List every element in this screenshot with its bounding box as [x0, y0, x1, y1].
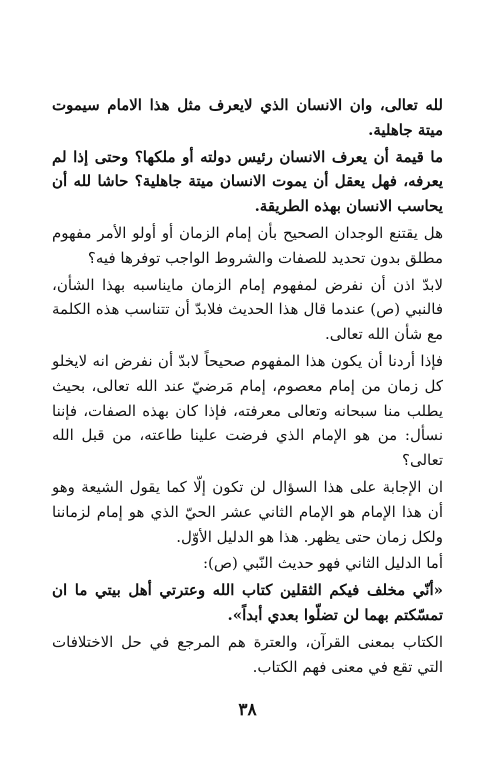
paragraph: لله تعالى، وان الانسان الذي لايعرف مثل هذا الامام سيموت ميتة جاهلية. — [52, 96, 443, 139]
body-text — [52, 93, 443, 681]
paragraph: لابدّ اذن أن نفرض لمفهوم إمام الزمان مايناسبه بهذا الشأن، فالنبي (ص) عندما قال هذا الحديث فلابدّ أن تتناسب هذه الكلمة مع شأن الله تعالى. — [52, 275, 443, 344]
paragraph: الكتاب بمعنى القرآن، والعترة هم المرجع في حل الاختلافات التي تقع في معنى فهم الكتاب. — [52, 632, 443, 676]
paragraph: ما قيمة أن يعرف الانسان رئيس دولته أو ملكها؟ وحتى إذا لم يعرفه، فهل يعقل أن يموت الانسان ميتة جاهلية؟ حاشا لله أن يحاسب الانسان بهذه الطريقة. — [52, 147, 443, 216]
paragraph: فإذا أردنا أن يكون هذا المفهوم صحيحاً لابدّ أن نفرض انه لايخلو كل زمان من إمام معصوم، إمام مَرضيّ عند الله تعالى، بحيث يطلب منا سبحانه وتعالى معرفته، فإذا كان بهذه الصفات، فإننا نسأل: من هو الإمام الذي فرضت علينا طاعته، من قبل الله تعالى؟ — [52, 351, 443, 470]
paragraph: ان الإجابة على هذا السؤال لن تكون إلّا كما يقول الشيعة وهو أن هذا الإمام هو الإمام الثاني عشر الحيّ الذي هو إمام لزماننا ولكل زمان حتى يظهر. هذا هو الدليل الأوّل. — [52, 477, 443, 546]
paragraph: هل يقتنع الوجدان الصحيح بأن إمام الزمان أو أولو الأمر مفهوم مطلق بدون تحديد للصفات والشروط الواجب توفرها فيه؟ — [52, 223, 443, 267]
paragraph: أما الدليل الثاني فهو حديث النّبي (ص): — [202, 554, 443, 573]
page-number: ٣٨ — [238, 700, 257, 720]
quote-paragraph: «أنّي مخلف فيكم الثقلين كتاب الله وعترتي أهل بيتي ما ان تمسّكتم بهما لن تضلّوا بعدي أبداً». — [52, 581, 443, 624]
